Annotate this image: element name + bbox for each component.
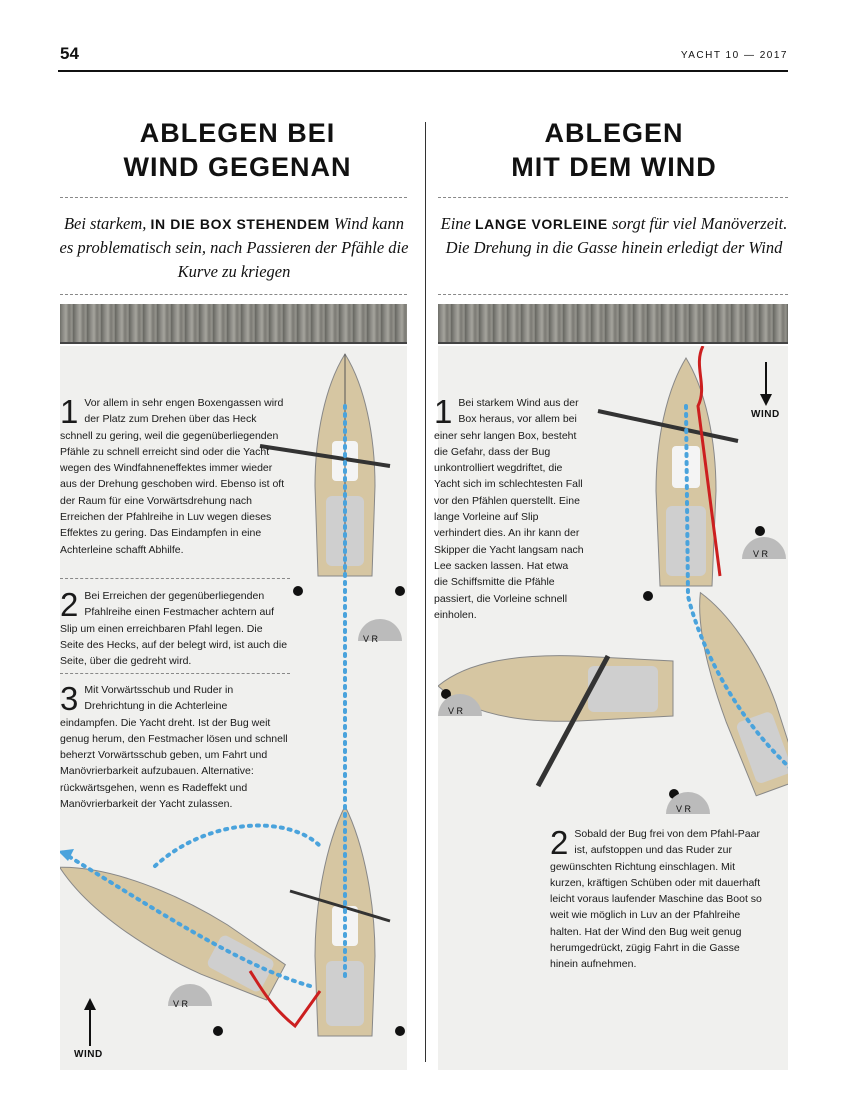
vr-label-bottom: V R [173,999,189,1009]
left-dock [60,304,407,344]
page-number: 54 [60,44,79,63]
piling [213,1026,223,1036]
yacht-bottom [290,806,390,1036]
left-step-1: 1 Vor allem in sehr engen Boxengassen wird der Platz zum Drehen über das Heck schnell zu gering, weil die gegenüberliegenden Pfähle zu schnell erreicht sind oder die Yacht wegen des Windfahneneffektes immer wieder aus der Drehung geschoben wird. Ebenso ist oft der Raum für eine Vorwärtsdrehung nach Erreichen der Pfahlreihe in Luv wegen dieses Effektes zu gering. Das Eindampfen in eine Achterleine schafft Abhilfe. [60,393,285,556]
left-step-3: 3 Mit Vorwärtsschub und Ruder in Drehrichtung in die Achterleine eindampfen. Die Yacht dreht. Ist der Bug weit genug herum, den Festmacher lösen und schnell beherzt Vorwärtsschub geben, um Fahrt und Manövrierbarkeit aufzubauen. Alternative: rückwärtsgehen, wenn es Radeffekt und Manövrierbarkeit der Yacht zulassen. [60,680,288,811]
left-rule-top [60,197,407,198]
right-step-2: 2 Sobald der Bug frei von dem Pfahl-Paar ist, aufstoppen und das Ruder zur gewünschten Richtung einschlagen. Mit kurzen, kräftigen Schüben oder mit dauerhaft leicht voraus laufender Maschine das Boot so weit wie möglich in Luv an der Pfahlreihe halten. Hat der Wind den Bug weit genug herumgedrückt, zügig Fahrt in die Gasse hinein aufnehmen. [550,824,762,971]
wind-label-right: WIND [751,409,780,420]
vr-label-right-top: V R [753,549,769,559]
piling [395,586,405,596]
left-step-rule-2 [60,673,290,674]
left-rule-bottom [60,294,407,295]
right-rule-top [438,197,788,198]
column-divider [425,122,426,1062]
piling [395,1026,405,1036]
yacht-right-left [438,656,673,786]
right-intro: Eine LANGE VORLEINE sorgt für viel Manöverzeit. Die Drehung in die Gasse hinein erledigt der Wind [440,214,788,257]
left-title: ABLEGEN BEI WIND GEGENAN [123,118,352,182]
piling [643,591,653,601]
right-dock [438,304,788,344]
right-step-1: 1 Bei starkem Wind aus der Box heraus, vor allem bei einer sehr langen Box, besteht die Gefahr, dass der Bug unkontrolliert wegdriftet, die Yacht sich im schlechtesten Fall vor den Pfählen querstellt. Eine lange Vorleine auf Slip verhindert dies. An ihr kann der Skipper die Yacht langsam nach Lee sacken lassen. Hat etwa die Schiffsmitte die Pfähle passiert, die Vorleine schnell einholen. [434,393,584,621]
header-rule [58,70,788,72]
piling [293,586,303,596]
vr-label-right-mid: V R [448,706,464,716]
right-rule-bottom [438,294,788,295]
vr-label-right-bottom: V R [676,804,692,814]
vr-label-top: V R [363,634,379,644]
magazine-issue: YACHT 10 — 2017 [680,50,788,61]
left-step-rule-1 [60,578,290,579]
piling [755,526,765,536]
left-step-2: 2 Bei Erreichen der gegenüberliegenden Pfahlreihe einen Festmacher achtern auf Slip um einen erreichbaren Pfahl legen. Die Seite des Hecks, auf der belegt wird, ist auch die Seite, über die gedreht wird. [60,586,288,668]
blue-track-arc [155,826,320,866]
left-intro: Bei starkem, IN DIE BOX STEHENDEM Wind kann es problematisch sein, nach Passieren der Pfähle die Kurve zu kriegen [59,214,409,281]
yacht-right-rotated [682,581,788,796]
wind-label-left: WIND [74,1049,103,1060]
yacht-turning [60,842,290,1008]
right-title: ABLEGEN MIT DEM WIND [511,118,717,182]
